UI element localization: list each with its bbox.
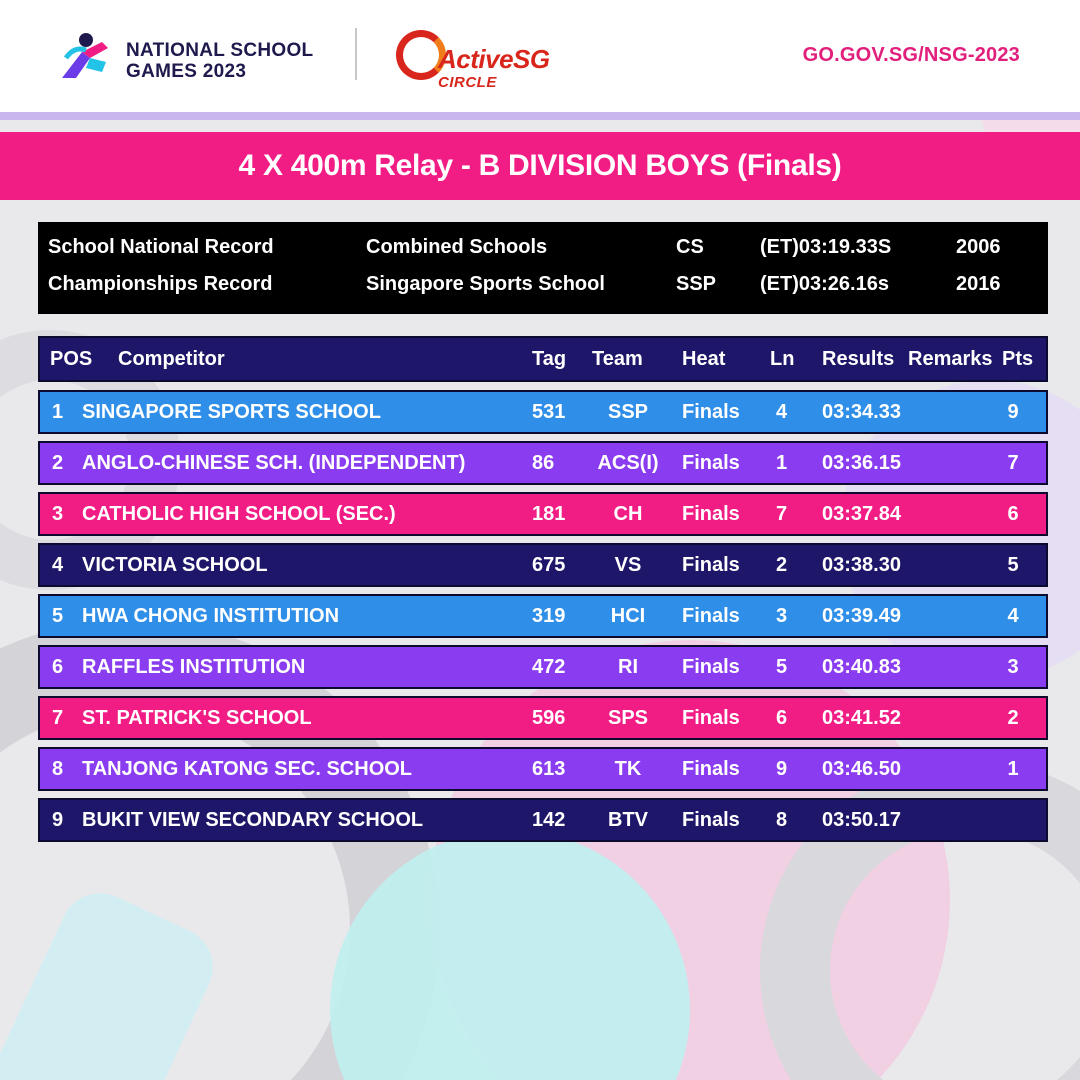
cell-results: 03:39.49 <box>822 605 901 627</box>
cell-pos: 1 <box>52 401 64 423</box>
cell-competitor: BUKIT VIEW SECONDARY SCHOOL <box>82 809 424 831</box>
cell-tag: 531 <box>532 401 566 423</box>
activesg-subtitle: CIRCLE <box>438 74 497 91</box>
cell-heat: Finals <box>682 707 740 729</box>
cell-pos: 7 <box>52 707 64 729</box>
cell-pts: 7 <box>1007 452 1019 474</box>
table-row <box>38 798 1048 842</box>
header-divider-line <box>0 112 1080 120</box>
record-holder: Singapore Sports School <box>366 273 605 295</box>
cell-ln: 2 <box>776 554 788 576</box>
cell-heat: Finals <box>682 605 740 627</box>
cell-competitor: HWA CHONG INSTITUTION <box>82 605 340 627</box>
cell-tag: 181 <box>532 503 566 525</box>
record-type: Championships Record <box>48 273 273 295</box>
cell-team: RI <box>618 656 638 678</box>
cell-tag: 319 <box>532 605 566 627</box>
table-row <box>38 645 1048 689</box>
cell-tag: 596 <box>532 707 566 729</box>
activesg-wordmark: ActiveSG <box>438 44 550 74</box>
cell-heat: Finals <box>682 809 740 831</box>
table-row <box>38 492 1048 536</box>
table-header-row <box>38 336 1048 382</box>
cell-results: 03:40.83 <box>822 656 901 678</box>
cell-ln: 1 <box>776 452 788 474</box>
cell-pos: 2 <box>52 452 64 474</box>
header-remarks: Remarks <box>908 348 993 370</box>
header-pts: Pts <box>1002 348 1034 370</box>
cell-team: BTV <box>608 809 648 831</box>
header-team: Team <box>592 348 643 370</box>
nsg-logo-line2: GAMES 2023 <box>126 61 247 82</box>
cell-heat: Finals <box>682 452 740 474</box>
nsg-logo-line1: NATIONAL SCHOOL <box>126 40 314 61</box>
title-banner <box>0 132 1080 200</box>
header-competitor: Competitor <box>118 348 225 370</box>
table-row <box>38 543 1048 587</box>
nsg-runner-icon <box>56 28 120 84</box>
cell-team: TK <box>614 758 642 780</box>
cell-tag: 472 <box>532 656 566 678</box>
table-row <box>38 696 1048 740</box>
cell-team: VS <box>614 554 642 576</box>
cell-pos: 5 <box>52 605 64 627</box>
cell-tag: 613 <box>532 758 566 780</box>
cell-pos: 8 <box>52 758 64 780</box>
cell-pos: 9 <box>52 809 64 831</box>
table-row <box>38 390 1048 434</box>
records-box <box>38 222 1048 314</box>
cell-results: 03:38.30 <box>822 554 901 576</box>
cell-team: HCI <box>610 605 646 627</box>
cell-ln: 8 <box>776 809 788 831</box>
cell-results: 03:46.50 <box>822 758 901 780</box>
cell-pts: 1 <box>1007 758 1019 780</box>
cell-team: SPS <box>607 707 649 729</box>
cell-competitor: VICTORIA SCHOOL <box>82 554 268 576</box>
header-ln: Ln <box>770 348 795 370</box>
header-results: Results <box>822 348 895 370</box>
cell-competitor: SINGAPORE SPORTS SCHOOL <box>82 401 381 423</box>
cell-heat: Finals <box>682 503 740 525</box>
cell-pos: 4 <box>52 554 64 576</box>
nsg-logo-text <box>126 40 313 82</box>
table-row <box>38 747 1048 791</box>
record-code: CS <box>676 236 704 258</box>
cell-ln: 5 <box>776 656 788 678</box>
cell-heat: Finals <box>682 401 740 423</box>
header <box>0 0 1080 112</box>
cell-pts: 3 <box>1007 656 1019 678</box>
nsg-logo <box>56 26 326 86</box>
header-tag: Tag <box>532 348 567 370</box>
record-row <box>38 236 1048 266</box>
record-year: 2006 <box>956 236 1001 258</box>
record-time: (ET)03:19.33S <box>760 236 892 258</box>
cell-ln: 7 <box>776 503 788 525</box>
cell-heat: Finals <box>682 656 740 678</box>
record-row <box>38 273 1048 303</box>
header-heat: Heat <box>682 348 726 370</box>
cell-heat: Finals <box>682 554 740 576</box>
cell-pts: 4 <box>1007 605 1019 627</box>
cell-tag: 675 <box>532 554 566 576</box>
cell-pts: 9 <box>1007 401 1019 423</box>
table-row <box>38 594 1048 638</box>
website-link[interactable]: GO.GOV.SG/NSG-2023 <box>802 44 1020 66</box>
cell-competitor: ST. PATRICK'S SCHOOL <box>82 707 312 729</box>
activesg-logo <box>392 24 572 94</box>
cell-competitor: CATHOLIC HIGH SCHOOL (SEC.) <box>82 503 396 525</box>
cell-ln: 3 <box>776 605 788 627</box>
record-time: (ET)03:26.16s <box>760 273 889 295</box>
cell-pts: 5 <box>1007 554 1019 576</box>
cell-results: 03:36.15 <box>822 452 901 474</box>
logo-divider <box>355 28 357 80</box>
cell-team: ACS(I) <box>597 452 659 474</box>
page-title: 4 X 400m Relay - B DIVISION BOYS (Finals) <box>238 149 842 182</box>
cell-pos: 3 <box>52 503 64 525</box>
cell-pos: 6 <box>52 656 64 678</box>
cell-ln: 6 <box>776 707 788 729</box>
cell-competitor: RAFFLES INSTITUTION <box>82 656 306 678</box>
record-year: 2016 <box>956 273 1001 295</box>
table-row <box>38 441 1048 485</box>
record-holder: Combined Schools <box>366 236 548 258</box>
cell-pts: 2 <box>1007 707 1019 729</box>
cell-competitor: TANJONG KATONG SEC. SCHOOL <box>82 758 413 780</box>
cell-pts: 6 <box>1007 503 1019 525</box>
header-pos: POS <box>50 348 93 370</box>
cell-results: 03:34.33 <box>822 401 901 423</box>
cell-tag: 86 <box>532 452 555 474</box>
cell-team: SSP <box>607 401 649 423</box>
cell-results: 03:37.84 <box>822 503 901 525</box>
cell-ln: 4 <box>776 401 788 423</box>
cell-competitor: ANGLO-CHINESE SCH. (INDEPENDENT) <box>82 452 466 474</box>
cell-heat: Finals <box>682 758 740 780</box>
cell-ln: 9 <box>776 758 788 780</box>
cell-team: CH <box>613 503 643 525</box>
cell-tag: 142 <box>532 809 566 831</box>
cell-results: 03:41.52 <box>822 707 901 729</box>
record-code: SSP <box>676 273 717 295</box>
cell-results: 03:50.17 <box>822 809 901 831</box>
record-type: School National Record <box>48 236 274 258</box>
